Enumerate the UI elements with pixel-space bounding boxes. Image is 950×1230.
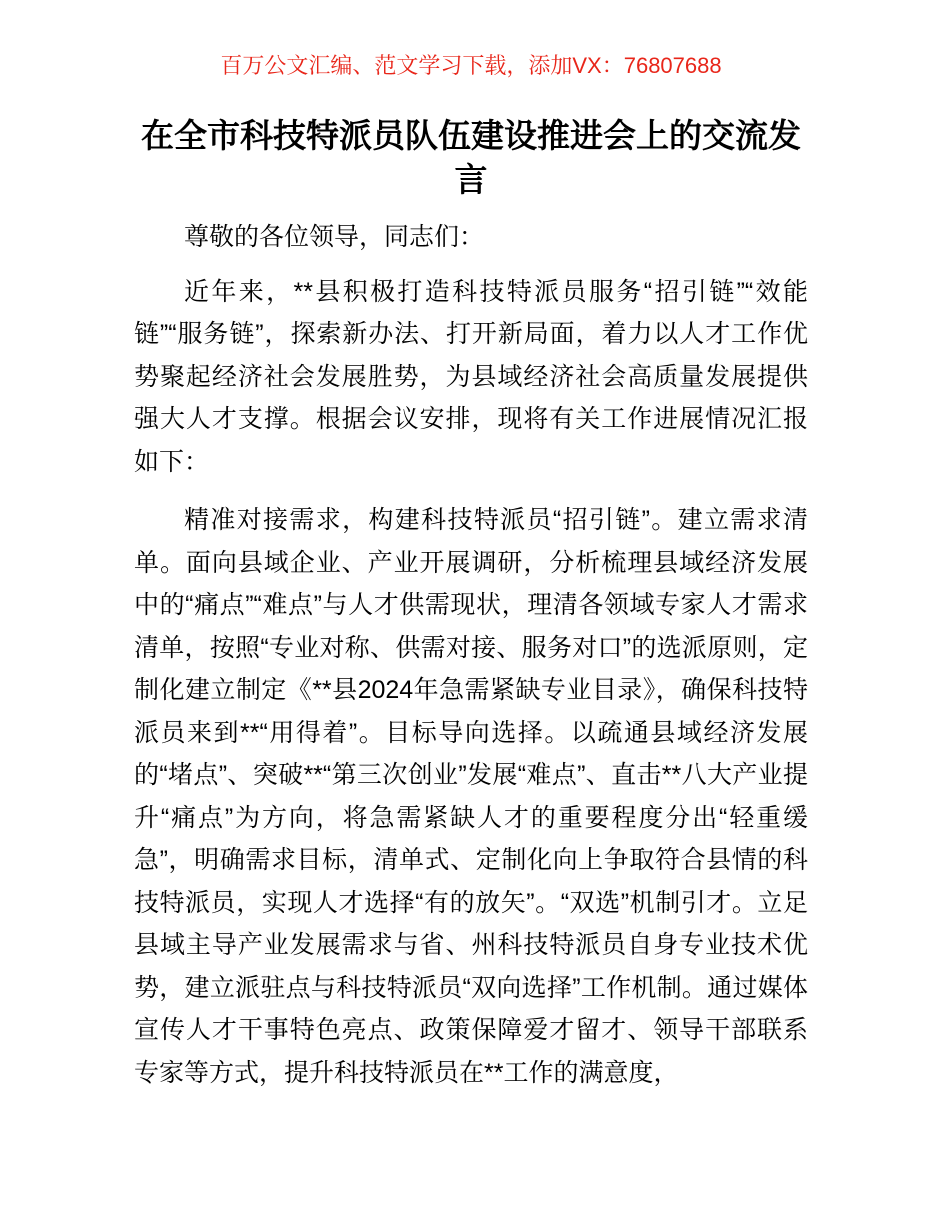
main-body-paragraph: 精准对接需求，构建科技特派员“招引链”。建立需求清单。面向县域企业、产业开展调研，分析梳理县域经济发展中的“痛点”“难点”与人才供需现状，理清各领域专家人才需求清单，按照“专业对称、供需对接、服务对口”的选派原则，定制化建立制定《**县2024年急需紧缺专业目录》，确保科技特派员来到**“用得着”。目标导向选择。以疏通县域经济发展的“堵点”、突破**“第三次创业”发展“难点”、直击**八大产业提升“痛点”为方向，将急需紧缺人才的重要程度分出“轻重缓急”，明确需求目标，清单式、定制化向上争取符合县情的科技特派员，实现人才选择“有的放矢”。“双选”机制引才。立足县域主导产业发展需求与省、州科技特派员自身专业技术优势，建立派驻点与科技特派员“双向选择”工作机制。通过媒体宣传人才干事特色亮点、政策保障爱才留才、领导干部联系专家等方式，提升科技特派员在**工作的满意度， [134, 506, 808, 1087]
salutation-paragraph: 尊敬的各位领导，同志们： [184, 223, 485, 251]
intro-paragraph: 近年来，**县积极打造科技特派员服务“招引链”“效能链”“服务链”，探索新办法、打开新局面，着力以人才工作优势聚起经济社会发展胜势，为县域经济社会高质量发展提供强大人才支撑。根据会议安排，现将有关工作进展情况汇报如下： [134, 277, 808, 476]
promo-notice: 百万公文汇编、范文学习下载，添加VX：76807688 [220, 53, 722, 78]
document-title: 在全市科技特派员队伍建设推进会上的交流发言 [141, 117, 801, 198]
